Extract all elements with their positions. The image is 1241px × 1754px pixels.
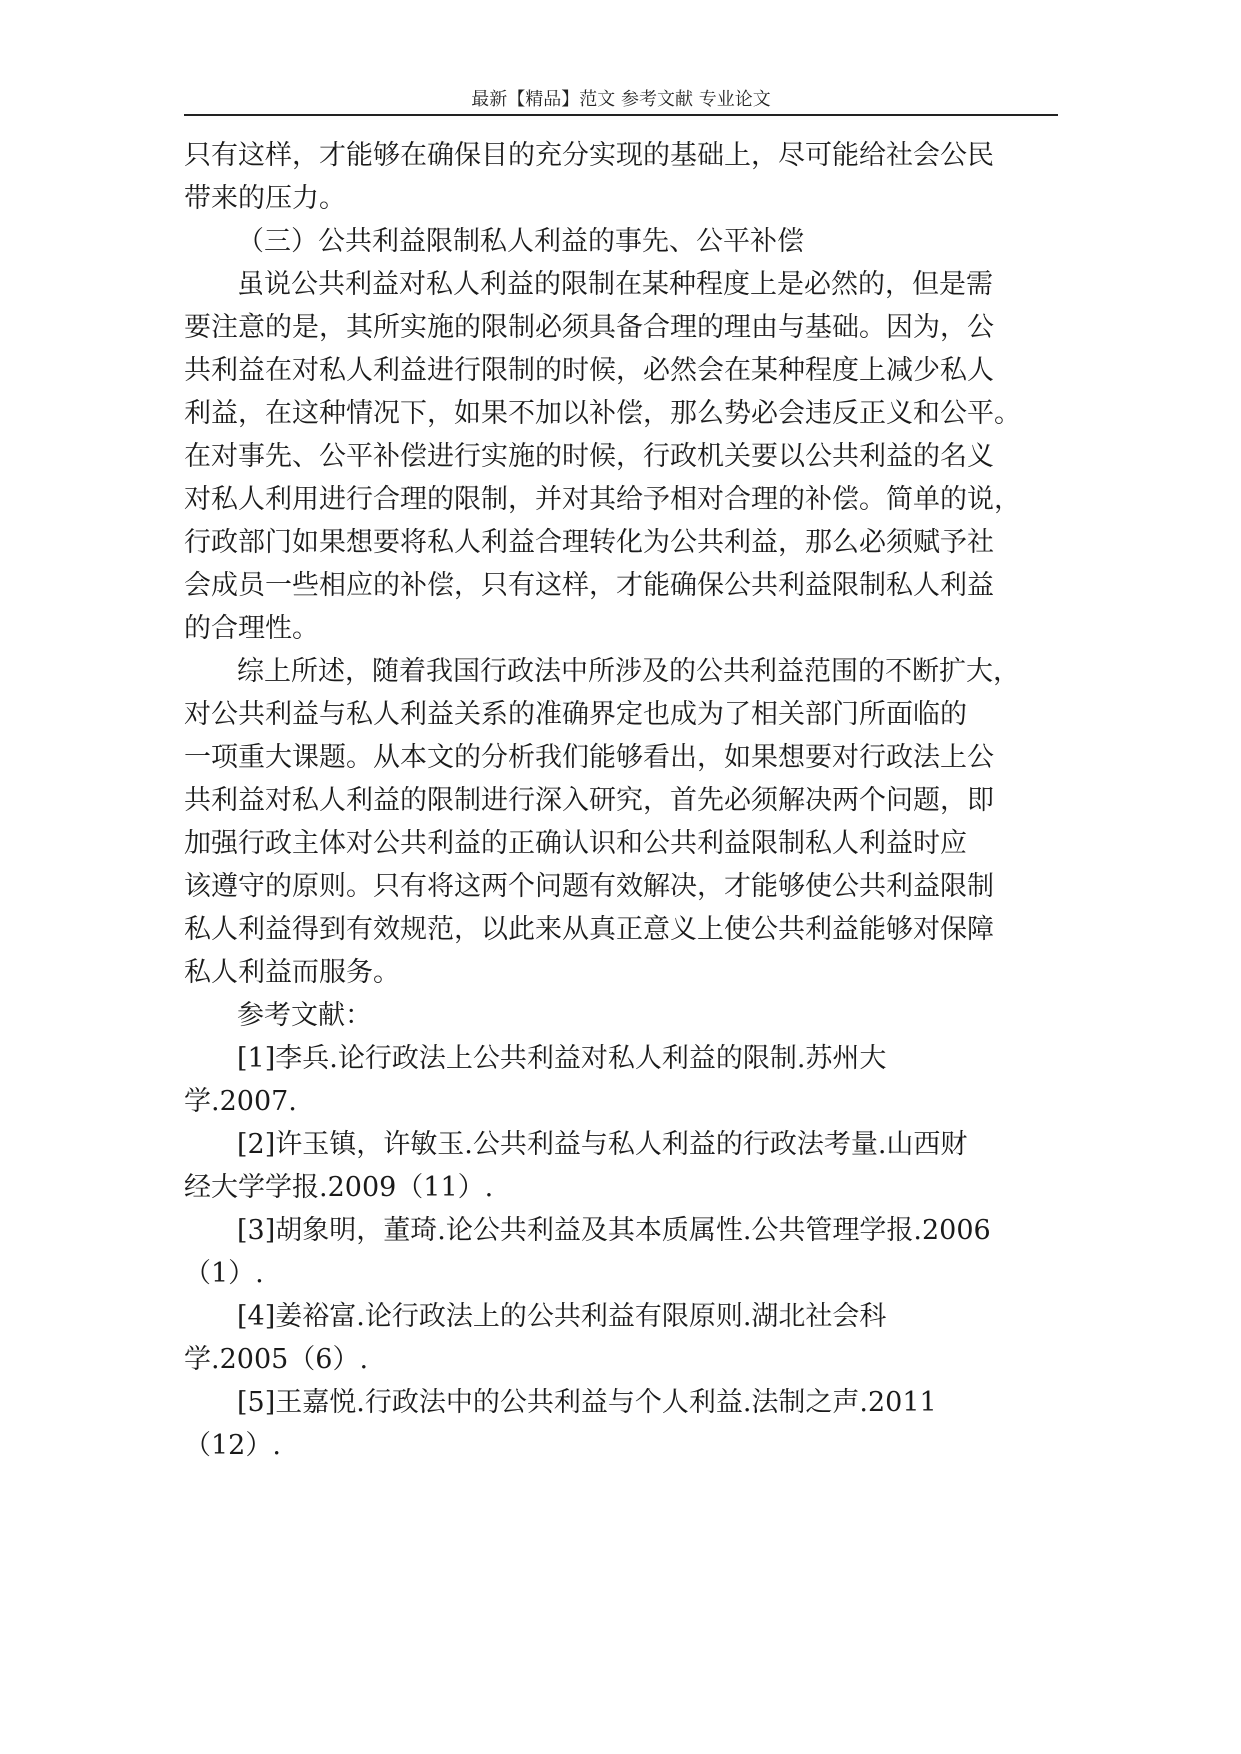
reference-line: 经大学学报.2009（11）. xyxy=(184,1172,494,1203)
paragraph-line: 在对事先、公平补偿进行实施的时候，行政机关要以公共利益的名义 xyxy=(184,441,994,472)
paragraph-line: 要注意的是，其所实施的限制必须具备合理的理由与基础。因为，公 xyxy=(184,312,994,343)
reference-line: [4]姜裕富.论行政法上的公共利益有限原则.湖北社会科 xyxy=(237,1301,887,1332)
section-heading: （三）公共利益限制私人利益的事先、公平补偿 xyxy=(237,226,804,257)
reference-line: [2]许玉镇，许敏玉.公共利益与私人利益的行政法考量.山西财 xyxy=(237,1129,968,1160)
paragraph-line: 对私人利用进行合理的限制，并对其给予相对合理的补偿。简单的说， xyxy=(184,484,1021,515)
paragraph-line: 对公共利益与私人利益关系的准确界定也成为了相关部门所面临的 xyxy=(184,699,967,730)
reference-line: [5]王嘉悦.行政法中的公共利益与个人利益.法制之声.2011 xyxy=(237,1387,937,1418)
paragraph-line: 利益，在这种情况下，如果不加以补偿，那么势必会违反正义和公平。 xyxy=(184,398,1021,429)
page-header: 最新【精品】范文 参考文献 专业论文 xyxy=(471,89,771,110)
paragraph-line: 私人利益得到有效规范，以此来从真正意义上使公共利益能够对保障 xyxy=(184,914,994,945)
paragraph-line: 一项重大课题。从本文的分析我们能够看出，如果想要对行政法上公 xyxy=(184,742,994,773)
paragraph-line: 会成员一些相应的补偿，只有这样，才能确保公共利益限制私人利益 xyxy=(184,570,994,601)
reference-line: 学.2007. xyxy=(184,1086,297,1117)
paragraph-line: 只有这样，才能够在确保目的充分实现的基础上，尽可能给社会公民 xyxy=(184,140,994,171)
reference-line: [1]李兵.论行政法上公共利益对私人利益的限制.苏州大 xyxy=(237,1043,887,1074)
references-heading: 参考文献： xyxy=(237,1000,372,1031)
paragraph-line: 共利益对私人利益的限制进行深入研究，首先必须解决两个问题，即 xyxy=(184,785,994,816)
paragraph-line: 带来的压力。 xyxy=(184,183,346,214)
reference-line: [3]胡象明，董琦.论公共利益及其本质属性.公共管理学报.2006 xyxy=(237,1215,991,1246)
paragraph-line: 的合理性。 xyxy=(184,613,319,644)
paragraph-line: 该遵守的原则。只有将这两个问题有效解决，才能够使公共利益限制 xyxy=(184,871,994,902)
paragraph-line: 共利益在对私人利益进行限制的时候，必然会在某种程度上减少私人 xyxy=(184,355,994,386)
paragraph-line: 虽说公共利益对私人利益的限制在某种程度上是必然的，但是需 xyxy=(237,269,993,300)
reference-line: （12）. xyxy=(184,1430,281,1461)
reference-line: 学.2005（6）. xyxy=(184,1344,369,1375)
reference-line: （1）. xyxy=(184,1258,264,1289)
paragraph-line: 综上所述，随着我国行政法中所涉及的公共利益范围的不断扩大， xyxy=(237,656,1020,687)
paragraph-line: 加强行政主体对公共利益的正确认识和公共利益限制私人利益时应 xyxy=(184,828,967,859)
paragraph-line: 私人利益而服务。 xyxy=(184,957,400,988)
header-rule xyxy=(184,114,1058,116)
paragraph-line: 行政部门如果想要将私人利益合理转化为公共利益，那么必须赋予社 xyxy=(184,527,994,558)
